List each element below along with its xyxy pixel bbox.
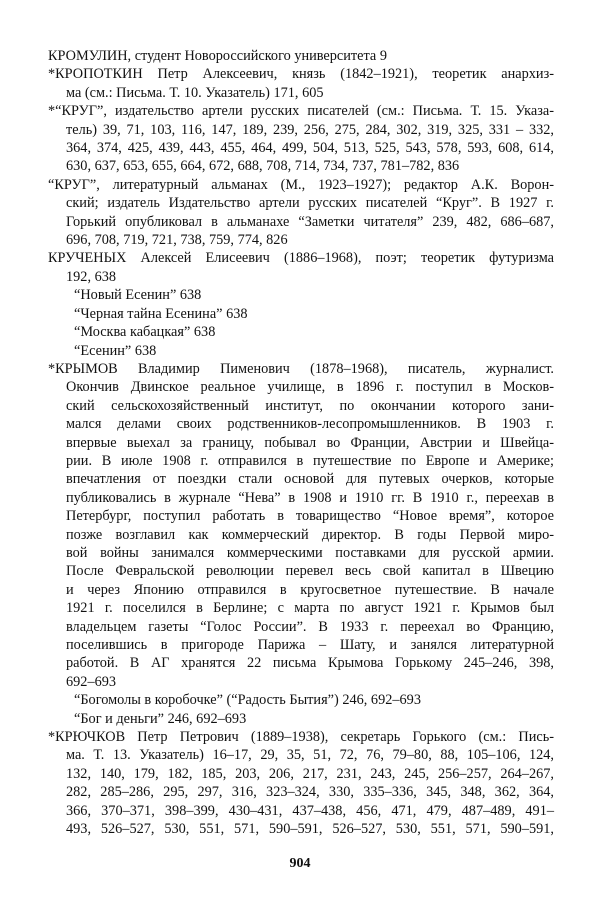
entry-line: КРУЧЕНЫХ Алексей Елисеевич (1886–1968), поэт; теоретик футуризма — [48, 250, 554, 267]
entry-line: публиковались в журнале “Нева” в 1908 и 1910 гг. В 1910 г., переехав в — [66, 489, 554, 506]
entry-line: ма. Т. 13. Указатель) 16–17, 29, 35, 51, 72, 76, 79–80, 88, 105–106, 124, — [66, 747, 554, 764]
entry-line: 1921 г. поселился в Берлине; с марта по август 1921 г. Крымов был — [66, 600, 554, 617]
entry-line: 192, 638 — [66, 268, 117, 285]
entry-line: После Февральской революции перевел весь свой капитал в Швецию — [66, 563, 554, 580]
page-number: 904 — [289, 856, 311, 871]
entry-line: ма (см.: Письма. Т. 10. Указатель) 171, 605 — [66, 84, 324, 101]
entry-line: 630, 637, 653, 655, 664, 672, 688, 708, 714, 734, 737, 781–782, 836 — [66, 158, 460, 175]
work-title: “Москва кабацкая” 638 — [74, 324, 216, 341]
entry-line: 282, 285–286, 295, 297, 316, 323–324, 330, 335–336, 345, 348, 362, 364, — [66, 784, 554, 801]
entry-line: *“КРУГ”, издательство артели русских писателей (см.: Письма. Т. 15. Указа- — [48, 103, 554, 120]
entry-kruchenykh — [48, 249, 554, 359]
entry-line: 493, 526–527, 530, 551, 571, 590–591, 526–527, 530, 551, 571, 590–591, — [66, 821, 554, 838]
entry-kromulin — [48, 47, 554, 65]
entry-line: ский сельскохозяйственный институт, по окончании которого зани- — [66, 397, 554, 414]
entry-krug-almanac — [48, 176, 554, 250]
entry-line: и через Японию отправился в кругосветное путешествие. В начале — [66, 581, 554, 598]
entry-line: 364, 374, 425, 439, 443, 455, 464, 499, 504, 513, 525, 543, 578, 593, 608, 614, — [66, 140, 554, 157]
entry-krug-publisher — [48, 102, 554, 176]
work-title: “Есенин” 638 — [74, 342, 157, 359]
work-title: “Черная тайна Есенина” 638 — [74, 305, 248, 322]
entry-line: Петербург, поступил работать в товарищество “Новое время”, которое — [66, 508, 554, 525]
index-page-body — [48, 47, 554, 838]
entry-line: *КРЮЧКОВ Петр Петрович (1889–1938), секретарь Горького (см.: Пись- — [48, 729, 554, 746]
entry-line: 366, 370–371, 398–399, 430–431, 437–438, 456, 471, 479, 487–489, 491– — [66, 802, 554, 819]
entry-line: вой войны занимался коммерческими поставками для русской армии. — [66, 544, 554, 561]
entry-line: поселившись в пригороде Парижа – Шату, и занялся литературной — [66, 637, 554, 653]
entry-krymov — [48, 360, 554, 728]
entry-line: рии. В июле 1908 г. отправился в путешествие по Европе и Америке; — [66, 452, 554, 469]
entry-line: Окончив Двинское реальное училище, в 1896 г. поступил в Москов- — [66, 379, 554, 396]
entry-line: работой. В АГ хранятся 22 письма Крымова Горькому 245–246, 398, — [66, 655, 554, 672]
entry-line: позже возглавил как коммерческий директор. В годы Первой миро- — [66, 526, 554, 543]
work-title: “Богомолы в коробочке” (“Радость Бытия”) 246, 692–693 — [74, 692, 421, 709]
entry-line: впечатления от поездки стали основой для путевых очерков, которые — [66, 471, 554, 488]
entry-line: владельцем газеты “Голос России”. В 1933 г. переехал во Францию, — [66, 618, 554, 635]
entry-line: 696, 708, 719, 721, 738, 759, 774, 826 — [66, 232, 288, 249]
entry-line: Горький опубликовал в альманахе “Заметки читателя” 239, 482, 686–687, — [66, 213, 554, 230]
entry-line: *КРОПОТКИН Петр Алексеевич, князь (1842–1921), теоретик анархиз- — [48, 66, 554, 83]
work-title: “Бог и деньги” 246, 692–693 — [74, 710, 247, 727]
entry-line: 692–693 — [66, 673, 117, 690]
entry-kryuchkov — [48, 728, 554, 838]
entry-line: впервые выехал за границу, побывал во Франции, Австрии и Швейца- — [66, 434, 554, 451]
entry-line: 132, 140, 179, 182, 185, 203, 206, 217, 231, 243, 245, 256–257, 264–267, — [66, 765, 554, 782]
entry-kropotkin — [48, 65, 554, 102]
entry-line: КРОМУЛИН, студент Новороссийского университета 9 — [48, 48, 388, 64]
entry-line: мался делами своих родственников-лесопромышленников. В 1903 г. — [66, 416, 554, 433]
entry-line: ский; издатель Издательство артели русских писателей “Круг”. В 1927 г. — [66, 195, 554, 212]
entry-line: тель) 39, 71, 103, 116, 147, 189, 239, 256, 275, 284, 302, 319, 325, 331 – 332, — [66, 121, 554, 138]
entry-line: “КРУГ”, литературный альманах (М., 1923–1927); редактор А.К. Ворон- — [48, 176, 554, 193]
entry-line: *КРЫМОВ Владимир Пименович (1878–1968), писатель, журналист. — [48, 360, 554, 377]
work-title: “Новый Есенин” 638 — [74, 287, 202, 304]
